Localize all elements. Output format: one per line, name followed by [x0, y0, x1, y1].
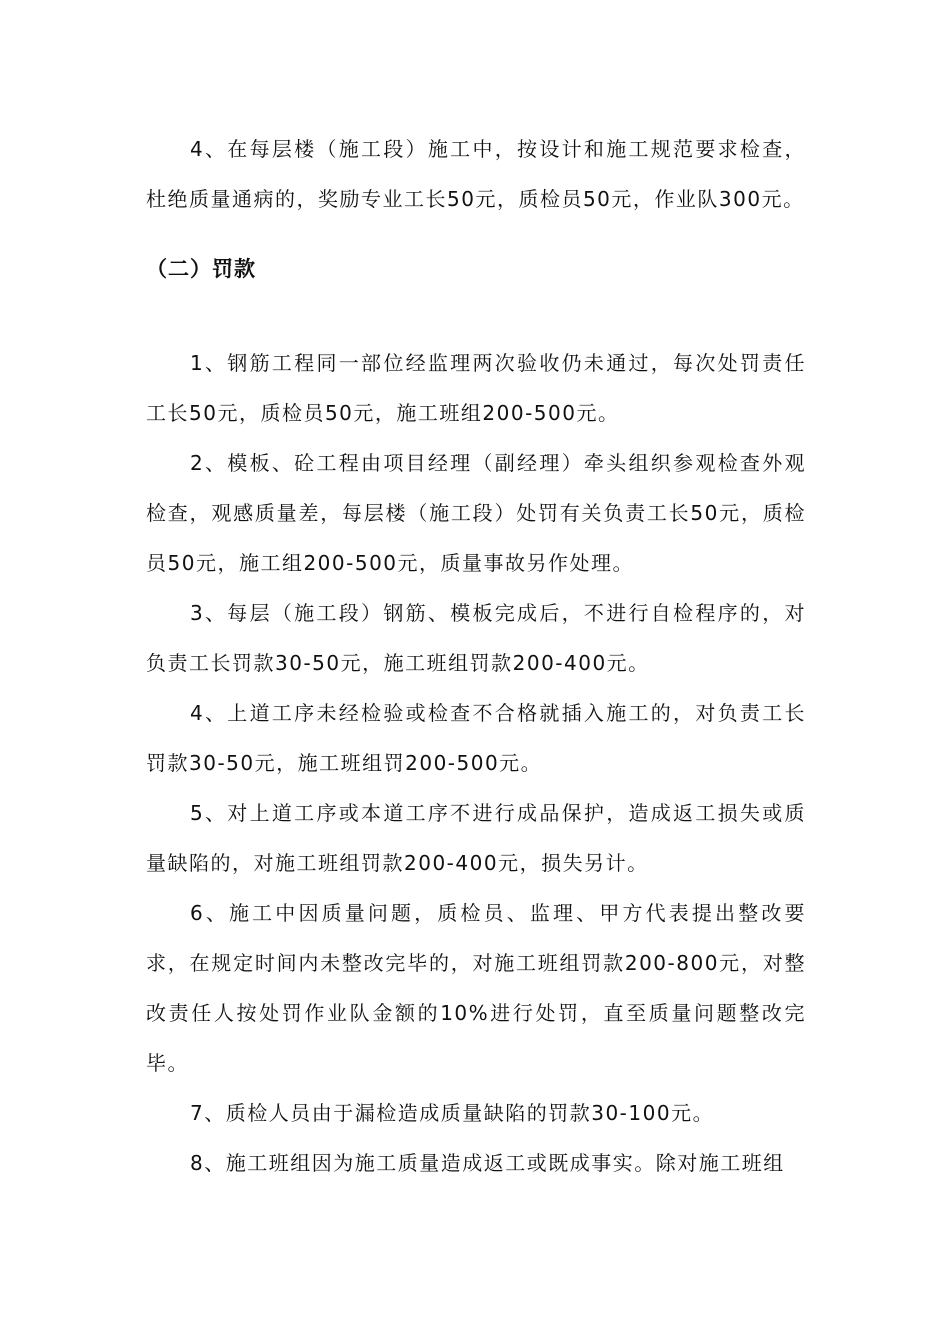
reward-item-4: 4、在每层楼（施工段）施工中，按设计和施工规范要求检查，杜绝质量通病的，奖励专业工长50元，质检员50元，作业队300元。	[146, 137, 806, 211]
penalty-item-7: 7、质检人员由于漏检造成质量缺陷的罚款30-100元。	[190, 1101, 715, 1125]
penalty-item-4: 4、上道工序未经检验或检查不合格就插入施工的，对负责工长罚款30-50元，施工班组罚200-500元。	[146, 701, 806, 775]
penalty-item-5: 5、对上道工序或本道工序不进行成品保护，造成返工损失或质量缺陷的，对施工班组罚款200-400元，损失另计。	[146, 801, 806, 875]
penalty-section-title: （二）罚款	[146, 257, 256, 281]
penalty-item-2: 2、模板、砼工程由项目经理（副经理）牵头组织参观检查外观检查，观感质量差，每层楼（施工段）处罚有关负责工长50元，质检员50元，施工组200-500元，质量事故另作处理。	[146, 451, 806, 575]
document-body	[146, 124, 806, 1188]
penalty-item-1: 1、钢筋工程同一部位经监理两次验收仍未通过，每次处罚责任工长50元，质检员50元，施工班组200-500元。	[146, 351, 806, 425]
penalty-item-6: 6、施工中因质量问题，质检员、监理、甲方代表提出整改要求，在规定时间内未整改完毕的，对施工班组罚款200-800元，对整改责任人按处罚作业队金额的10%进行处罚，直至质量问题整改完毕。	[146, 901, 806, 1075]
penalty-item-8: 8、施工班组因为施工质量造成返工或既成事实。除对施工班组	[190, 1151, 785, 1175]
penalty-item-3: 3、每层（施工段）钢筋、模板完成后，不进行自检程序的，对负责工长罚款30-50元，施工班组罚款200-400元。	[146, 601, 806, 675]
